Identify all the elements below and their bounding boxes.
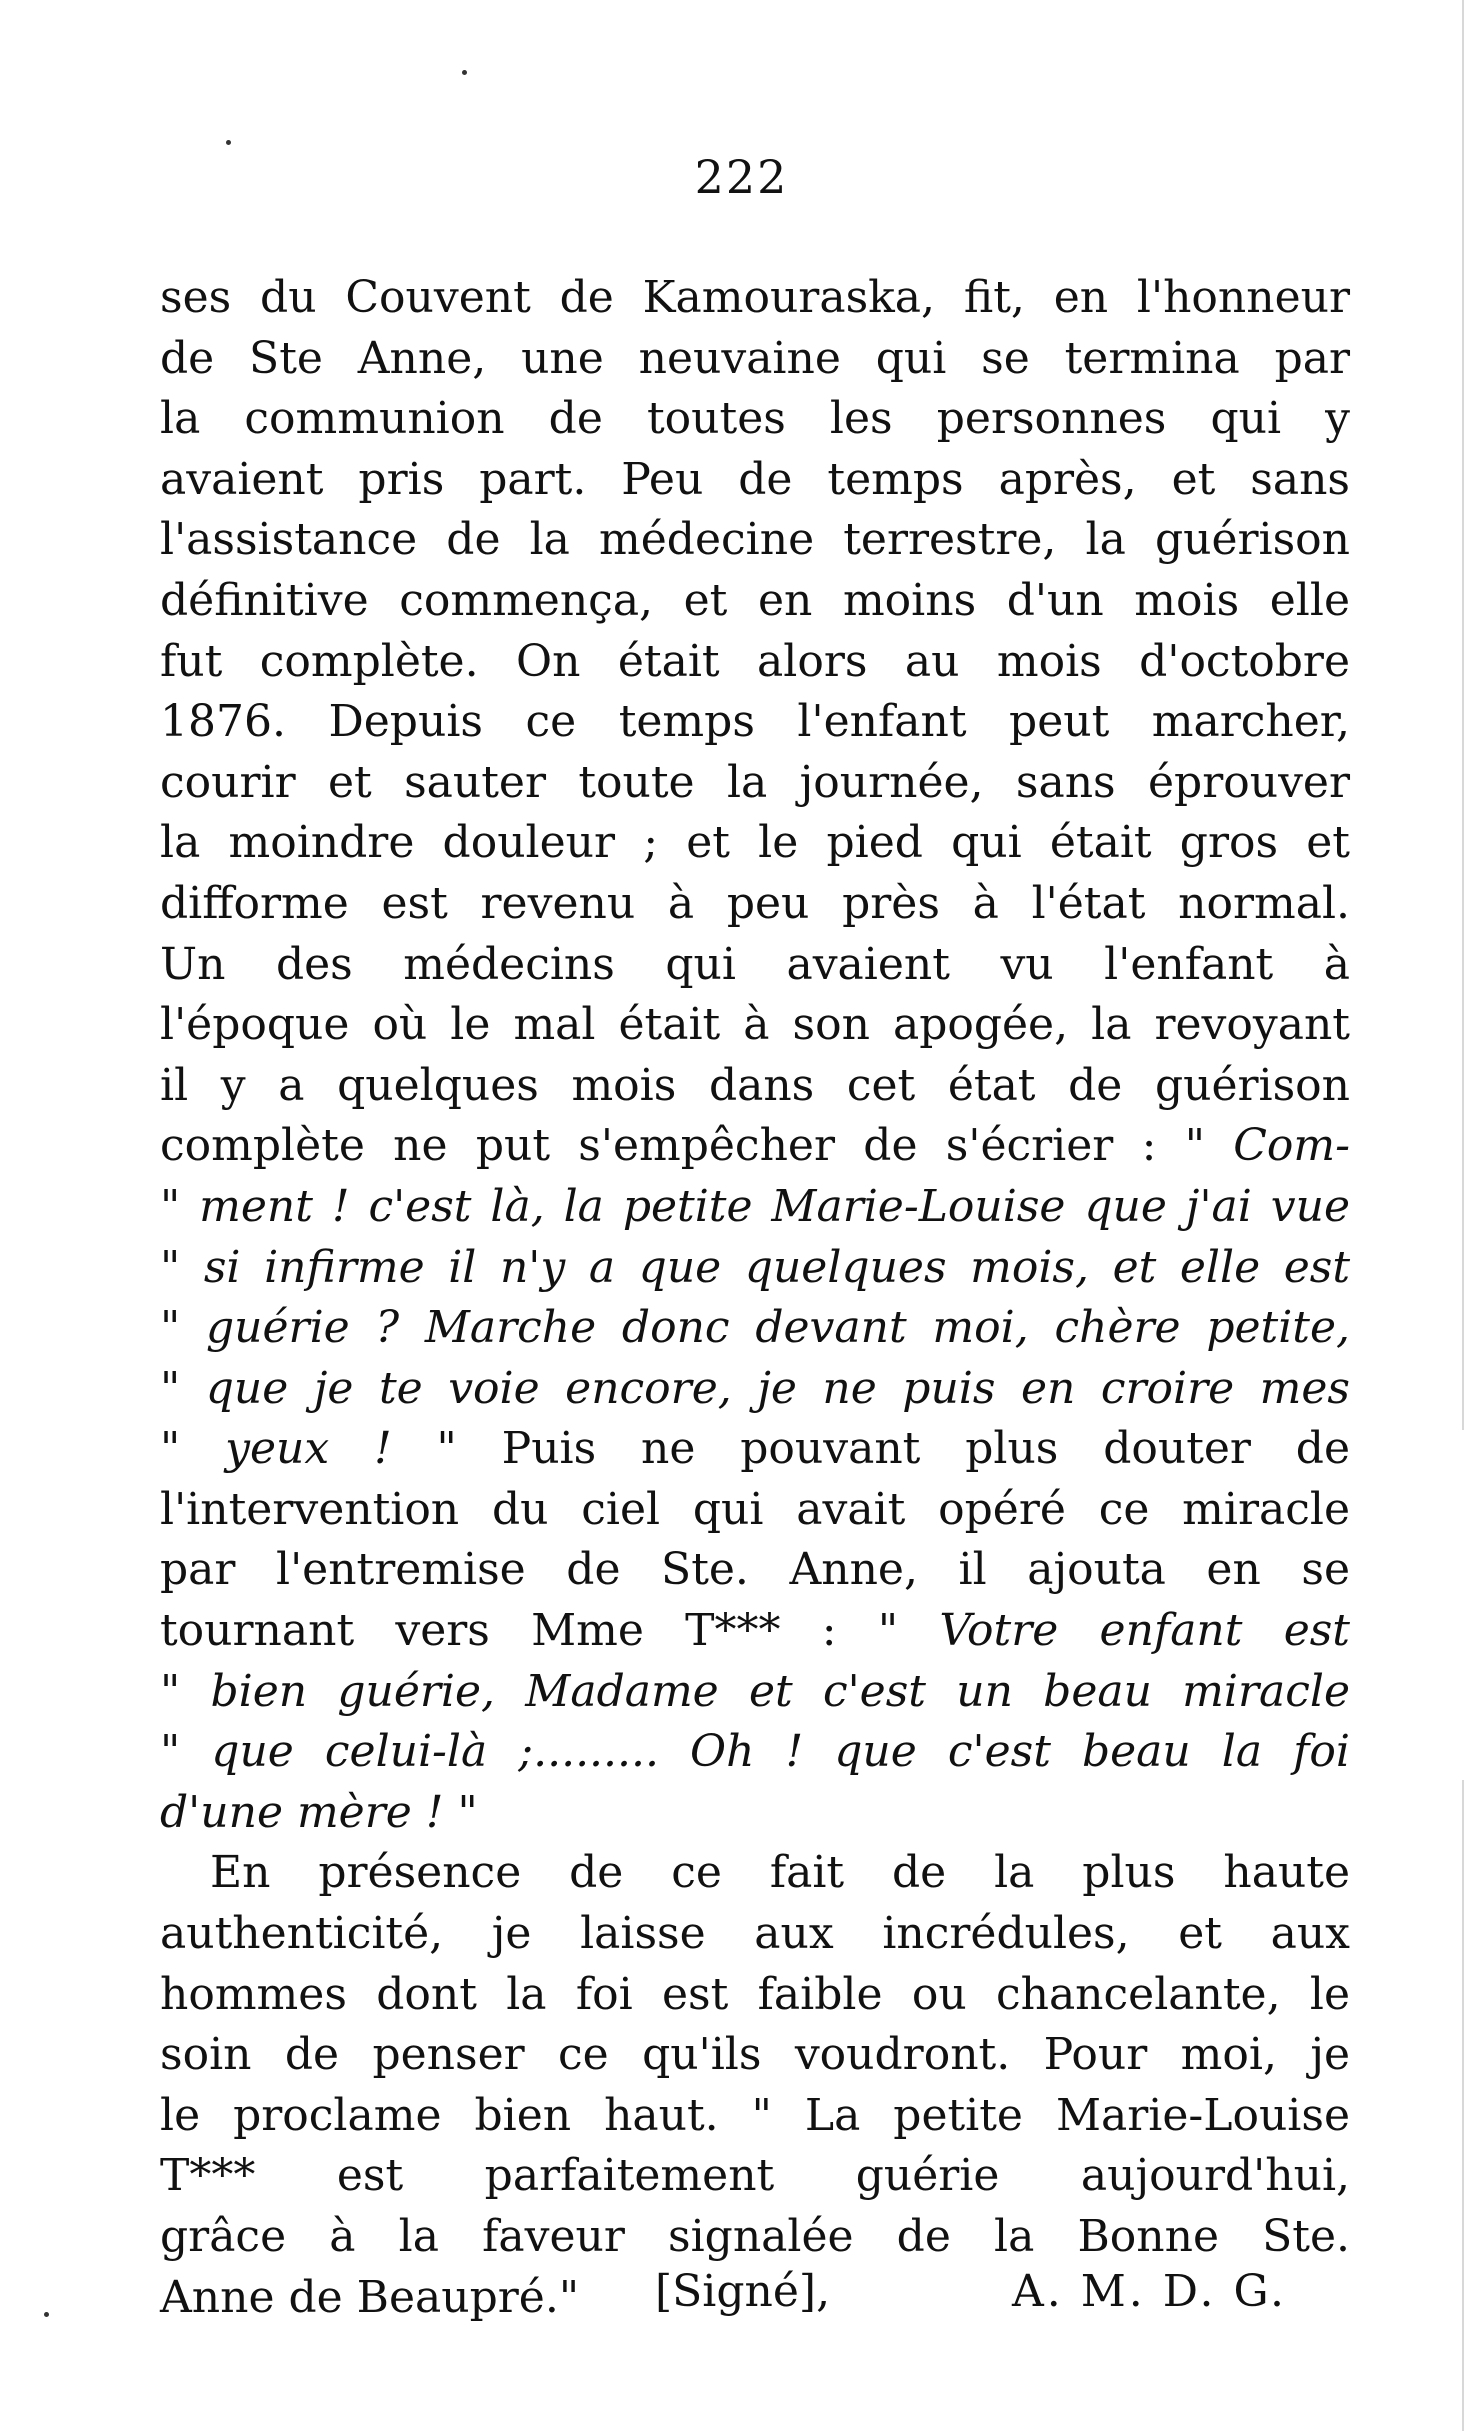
text-line (160, 1419, 1350, 1480)
text-line: " bien guérie, Madame et c'est un beau miracle (160, 1665, 1350, 1717)
text-line: difforme est revenu à peu près à l'état normal. (160, 877, 1350, 929)
text-line: hommes dont la foi est faible ou chancelante, le (160, 1968, 1350, 2020)
text-line: la communion de toutes les personnes qui y (160, 393, 1350, 445)
quoted-speech: Votre enfant est (939, 1605, 1350, 1657)
text-line: soin de penser ce qu'ils voudront. Pour moi, je (160, 2029, 1350, 2081)
text-line: définitive commença, et en moins d'un mois elle (160, 574, 1350, 626)
signature-initials: A. M. D. G. (1012, 2266, 1288, 2317)
text-line: la moindre douleur ; et le pied qui était gros et (160, 817, 1350, 869)
text-line: il y a quelques mois dans cet état de guérison (160, 1059, 1350, 1111)
scan-edge-line-lower (1462, 1780, 1464, 2431)
text-line: " guérie ? Marche donc devant moi, chère petite, (160, 1302, 1350, 1354)
body-text (160, 268, 1350, 2328)
text-line: authenticité, je laisse aux incrédules, et aux (160, 1908, 1350, 1960)
text-line: courir et sauter toute la journée, sans éprouver (160, 756, 1350, 808)
text-line: avaient pris part. Peu de temps après, et sans (160, 453, 1350, 505)
scan-speck (44, 2312, 49, 2317)
text-segment: tournant vers Mme T*** : " (160, 1605, 940, 1657)
text-line: " que celui-là ;......... Oh ! que c'est beau la foi (160, 1726, 1350, 1778)
scan-speck (462, 70, 467, 75)
quoted-speech: Com- (1233, 1120, 1350, 1172)
text-segment: " Puis ne pouvant plus douter de (391, 1423, 1351, 1475)
scan-edge-line (1462, 0, 1464, 1430)
text-line: le proclame bien haut. " La petite Marie-Louise (160, 2089, 1350, 2141)
text-line: l'époque où le mal était à son apogée, la revoyant (160, 999, 1350, 1051)
page-number: 222 (694, 150, 789, 204)
text-line: grâce à la faveur signalée de la Bonne Ste. (160, 2211, 1350, 2262)
text-line: l'intervention du ciel qui avait opéré ce miracle (160, 1483, 1350, 1535)
text-line: Anne de Beaupré." (160, 2271, 580, 2323)
text-line: fut complète. On était alors au mois d'octobre (160, 635, 1350, 687)
text-line: l'assistance de la médecine terrestre, la guérison (160, 514, 1350, 566)
text-line: 1876. Depuis ce temps l'enfant peut marcher, (160, 696, 1350, 748)
text-segment: complète ne put s'empêcher de s'écrier : " (160, 1120, 1234, 1172)
text-line: En présence de ce fait de la plus haute (210, 1847, 1350, 1899)
text-line: " si infirme il n'y a que quelques mois, et elle est (160, 1241, 1350, 1293)
text-line (160, 1601, 1350, 1662)
text-line: d'une mère ! " (160, 1786, 478, 1838)
text-line: par l'entremise de Ste. Anne, il ajouta en se (160, 1544, 1350, 1596)
text-line: ses du Couvent de Kamouraska, fit, en l'honneur (160, 272, 1350, 323)
text-line: " que je te voie encore, je ne puis en croire mes (160, 1362, 1350, 1414)
quoted-speech: " yeux ! (160, 1423, 392, 1475)
text-line: de Ste Anne, une neuvaine qui se termina par (160, 332, 1350, 384)
text-line: " ment ! c'est là, la petite Marie-Louise que j'ai vue (160, 1180, 1350, 1232)
text-line: Un des médecins qui avaient vu l'enfant à (160, 938, 1350, 990)
text-line: T*** est parfaitement guérie aujourd'hui, (160, 2150, 1350, 2202)
signed-label: [Signé], (655, 2266, 831, 2317)
text-line (160, 1116, 1350, 1177)
scan-speck (226, 140, 231, 145)
